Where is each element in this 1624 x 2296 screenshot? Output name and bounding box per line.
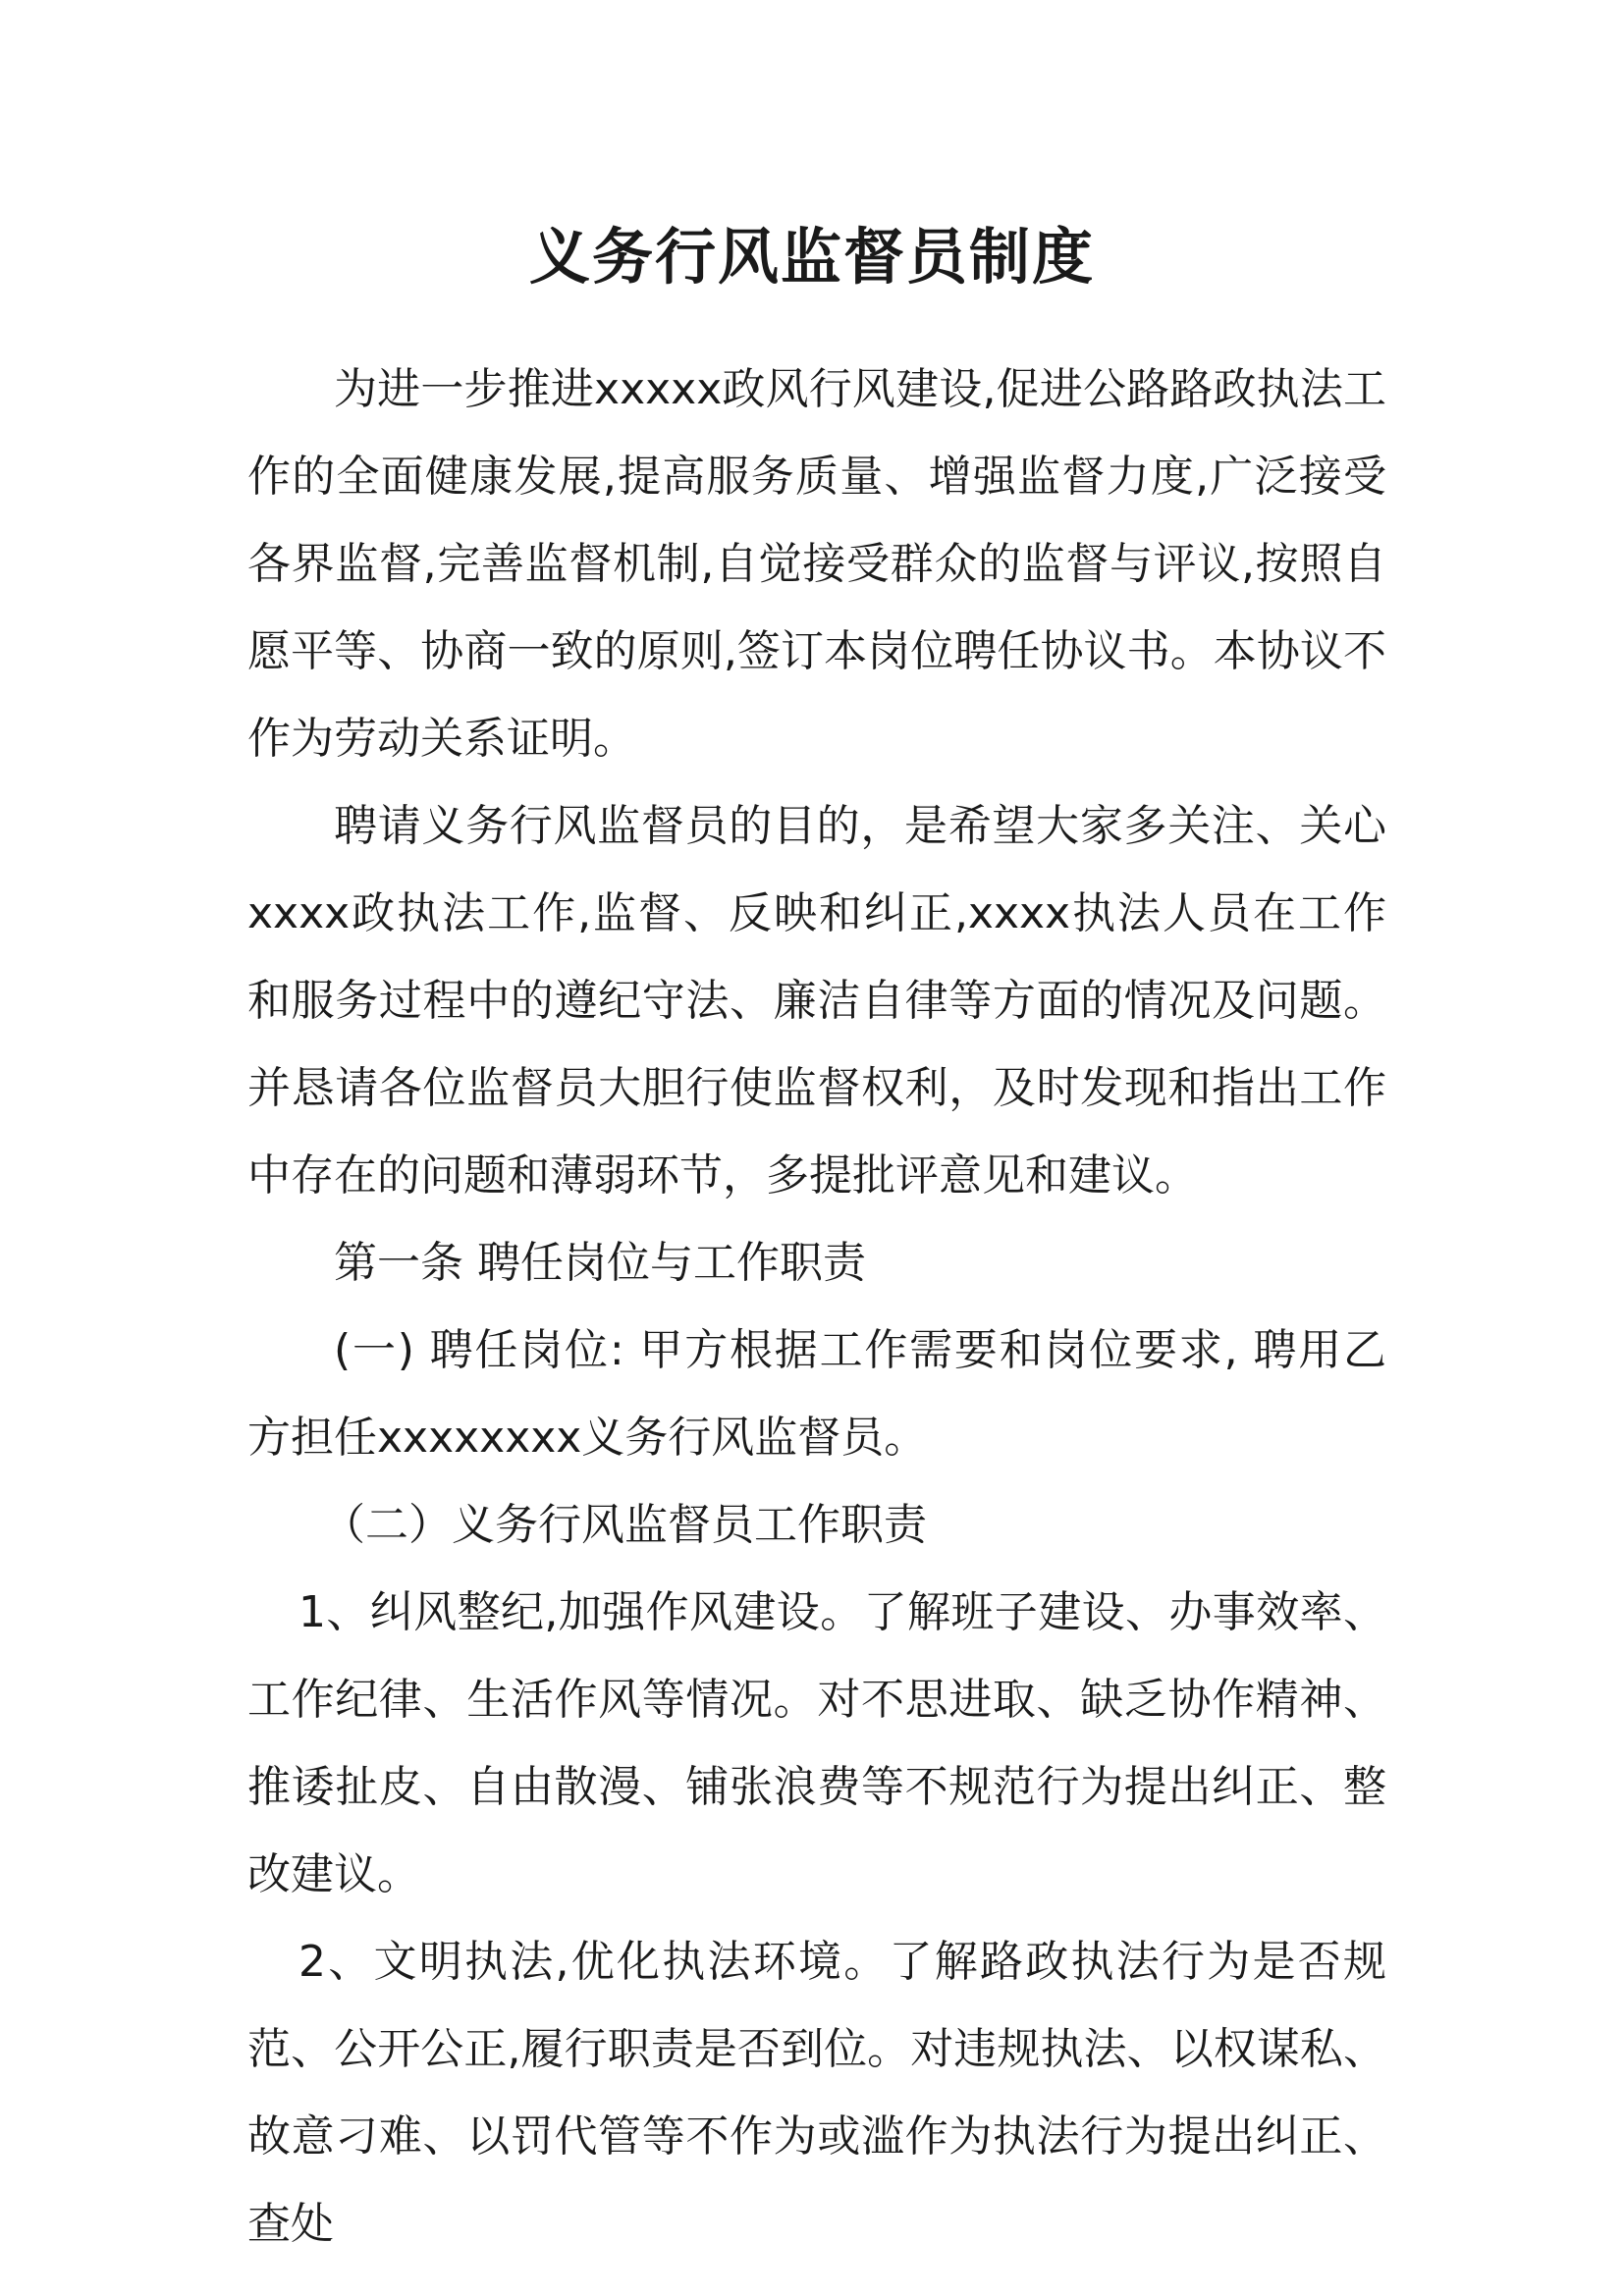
duty-item-1: 1、纠风整纪,加强作风建设。了解班子建设、办事效率、工作纪律、生活作风等情况。对不思进取、缺乏协作精神、推诿扯皮、自由散漫、铺张浪费等不规范行为提出纠正、整改建议。 [247,1587,1386,1899]
article-one-heading: 第一条 聘任岗位与工作职责 [334,1238,866,1288]
intro-paragraph: 为进一步推进xxxxx政风行风建设,促进公路路政执法工作的全面健康发展,提高服务质量、增强监督力度,广泛接受各界监督,完善监督机制,自觉接受群众的监督与评议,按照自愿平等、协商一致的原则,签订本岗位聘任协议书。本协议不作为劳动关系证明。 [247,364,1386,764]
duty-item-2: 2、文明执法,优化执法环境。了解路政执法行为是否规范、公开公正,履行职责是否到位。对违规执法、以权谋私、故意刁难、以罚代管等不作为或滥作为执法行为提出纠正、查处 [247,1937,1386,2249]
duties-heading: （二）义务行风监督员工作职责 [322,1500,927,1550]
purpose-paragraph: 聘请义务行风监督员的目的，是希望大家多关注、关心xxxx政执法工作,监督、反映和纠正,xxxx执法人员在工作和服务过程中的遵纪守法、廉洁自律等方面的情况及问题。并恳请各位监督员大胆行使监督权利，及时发现和指出工作中存在的问题和薄弱环节，多提批评意见和建议。 [247,801,1386,1201]
document-body [247,346,1386,2268]
position-paragraph: (一) 聘任岗位: 甲方根据工作需要和岗位要求, 聘用乙方担任xxxxxxxx义务行风监督员。 [247,1325,1386,1463]
document-title: 义务行风监督员制度 [528,221,1095,293]
